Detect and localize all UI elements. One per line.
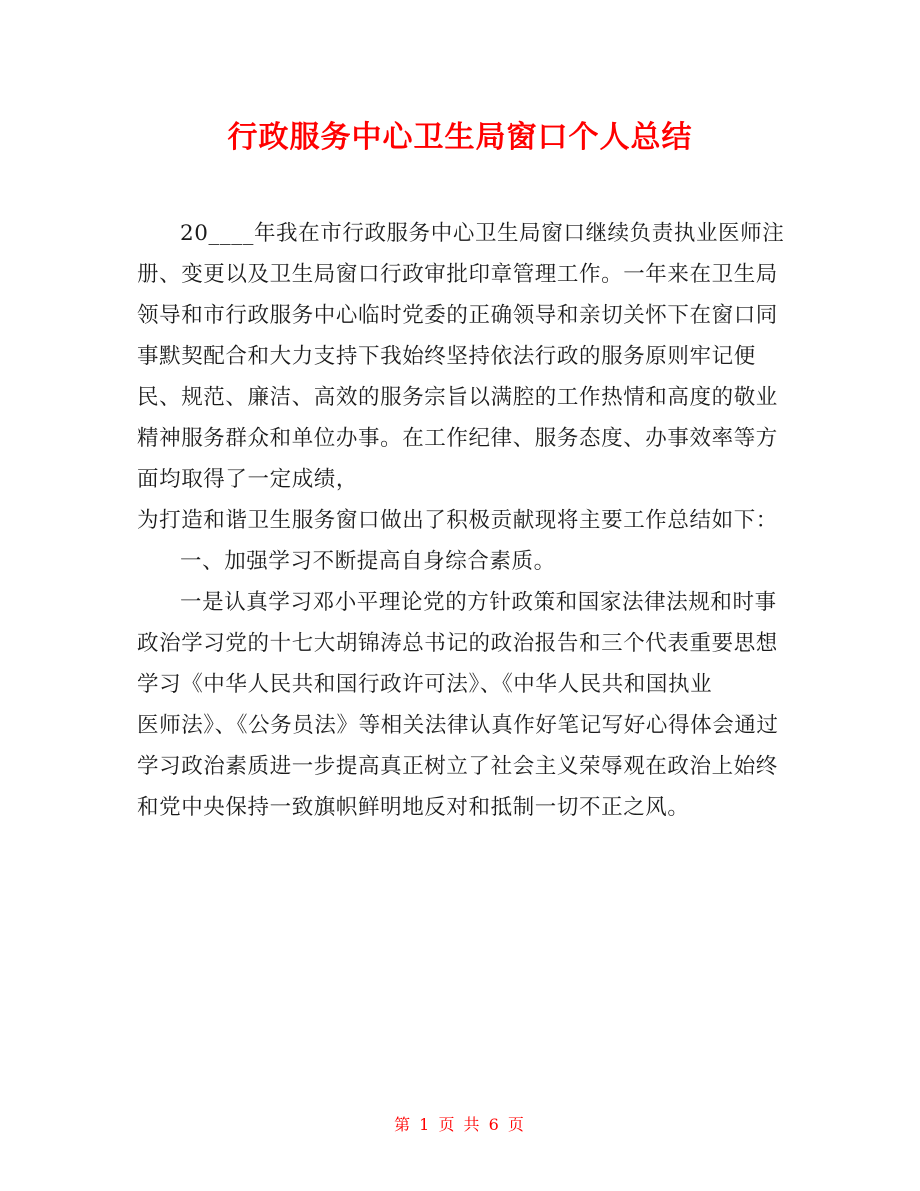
paragraph-intro-continued: 为打造和谐卫生服务窗口做出了积极贡献现将主要工作总结如下： — [137, 508, 778, 533]
paragraph-study: 一是认真学习邓小平理论党的方针政策和国家法律法规和时事政治学习党的十七大胡锦涛总书记的政治报告和三个代表重要思想学习《中华人民共和国行政许可法》、《中华人民共和国执业 — [137, 590, 778, 697]
paragraph-study-continued: 医师法》、《公务员法》等相关法律认真作好笔记写好心得体会通过学习政治素质进一步提高真正树立了社会主义荣辱观在政治上始终和党中央保持一致旗帜鲜明地反对和抵制一切不正之风。 — [137, 713, 779, 820]
section-heading-1: 一、加强学习不断提高自身综合素质。 — [180, 549, 556, 574]
document-body — [137, 213, 787, 828]
paragraph-intro: 20____年我在市行政服务中心卫生局窗口继续负责执业医师注册、变更以及卫生局窗口行政审批印章管理工作。一年来在卫生局领导和市行政服务中心临时党委的正确领导和亲切关怀下在窗口同事默契配合和大力支持下我始终坚持依法行政的服务原则牢记便民、规范、廉洁、高效的服务宗旨以满腔的工作热情和高度的敬业精神服务群众和单位办事。在工作纪律、服务态度、办事效率等方面均取得了一定成绩， — [137, 221, 785, 492]
page-number-footer: 第 1 页 共 6 页 — [394, 1115, 526, 1134]
page-title: 行政服务中心卫生局窗口个人总结 — [227, 120, 693, 155]
